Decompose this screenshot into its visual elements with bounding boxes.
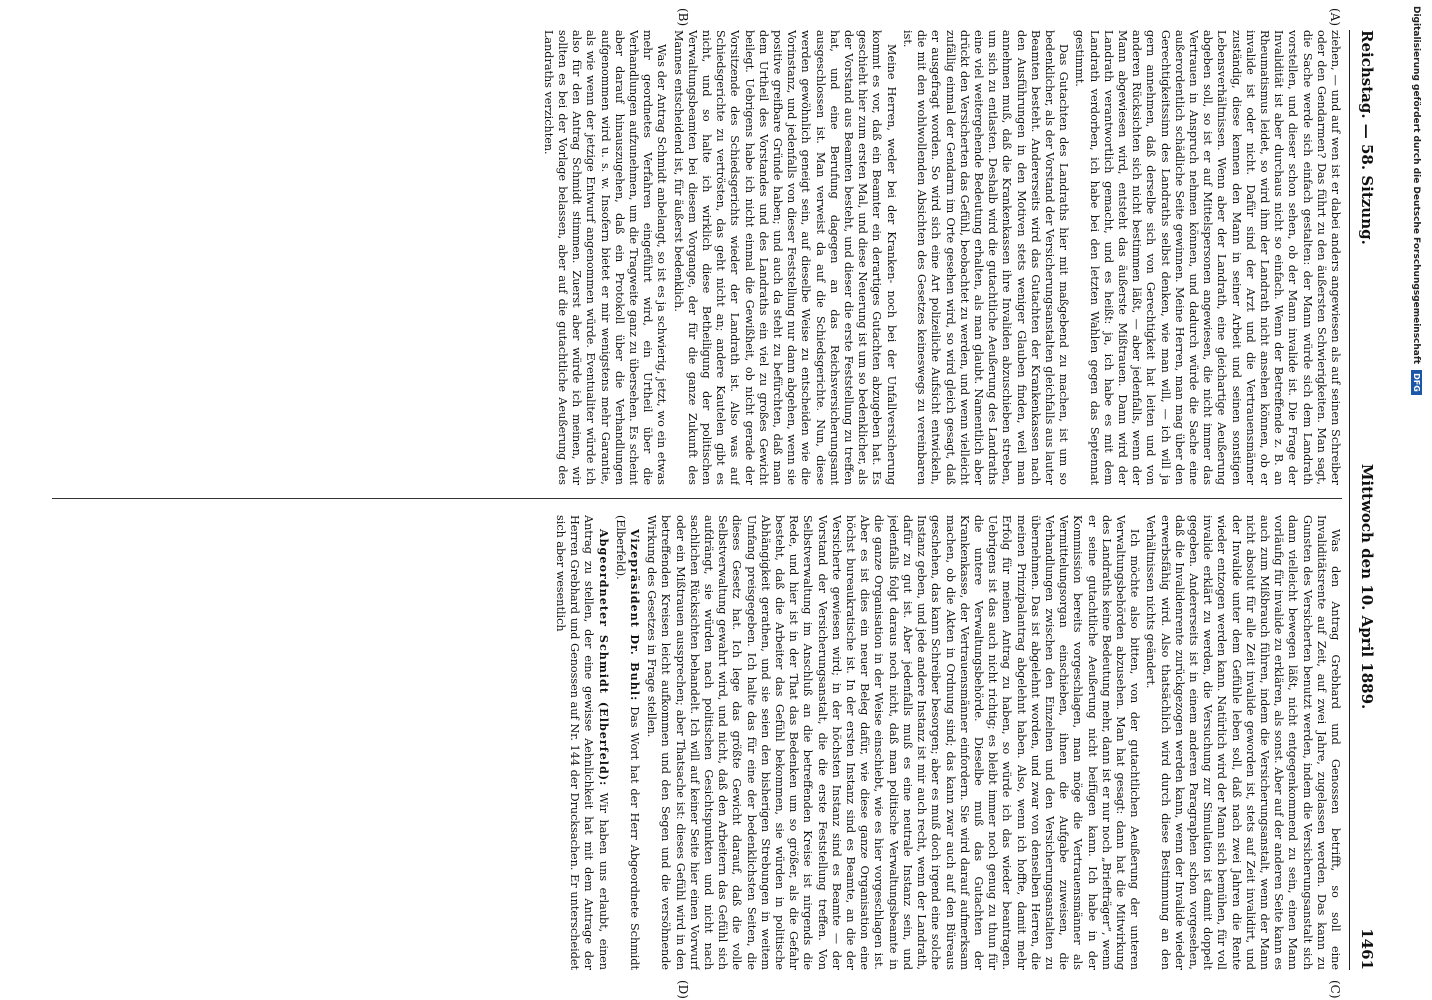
header-session: Reichstag. — 58. Sitzung. xyxy=(1358,30,1376,245)
rotated-page-content xyxy=(40,0,1390,1000)
paragraph: Was den Antrag Grebhard und Genossen betrifft, so soll eine Invaliditätsrente auf Zeit, auf zwei Jahre, zugelassen werden. Das kann zu Gunsten des Versicherten benutzt werden, indem die Versicherungsanstalt sich dann vielleicht bewegen läßt, nicht entgegenkommend zu sein, einen Mann vorläufig für invalide zu erklären, als sonst. Aber auf der anderen Seite kann es auch zum Mißbrauch führen, indem die Versicherungsanstalt, wenn der Mann nicht absolut für alle Zeit invalide geworden ist, stets auf Zeit invalidirt, und der Invalide unter dem Gefühle leben soll, daß nach zwei Jahren die Rente wieder entzogen werden kann. Natürlich wird der Mann sich bemühen, für voll invalide erklärt zu werden, die Versuchung zur Simulation ist damit doppelt gegeben. Andererseits ist in einem anderen Paragraphen schon vorgesehen, daß die Invalidenrente zurückgezogen werden kann, wenn der Invalide wieder erwerbsfähig wird. Also thatsächlich wird durch diese Bestimmung an den Verhältnissen nichts geändert. xyxy=(1144,515,1342,970)
dfg-logo: DFG xyxy=(1411,370,1422,395)
margin-marker-c: (C) xyxy=(1328,980,1342,999)
margin-marker-d: (D) xyxy=(676,980,690,999)
paragraph: Was der Antrag Schmidt anbelangt, so ist es ja schwierig, jetzt, wo ein etwas mehr geordnetes Verfahren eingeführt wird, ein Urtheil über die Verhandlungen aufzunehmen, um die Tragweite ganz zu übersehen. Es scheint aber darauf hinauszugehen, daß ein Protokoll über die Verhandlungen aufgenommen wird u. s. w. Insofern bietet er mir wenigstens mehr Garantie, als wie wenn der jetzige Entwurf angenommen würde. Eventualiter würde ich also für den Antrag Schmidt stimmen. Zuerst aber würde ich meinen, wir sollten es bei der Vorlage belassen, aber auf die gutachtliche Aeußerung des Landraths verzichten. xyxy=(541,30,669,485)
page-number: 1461 xyxy=(1358,928,1376,970)
running-header xyxy=(1352,30,1382,970)
left-column xyxy=(52,30,1342,485)
header-rule xyxy=(1349,30,1350,970)
speech-text: Das Wort hat der Herr Abgeordnete Schmidt (Elberfeld). xyxy=(613,515,642,970)
paragraph: Das Gutachten des Landraths hier mit maßgebend zu machen, ist um so bedenklicher, als der Vorstand der Versicherungsanstalten gleichfalls aus lauter Beamten besteht. Andererseits wird das Gutachten der Krankenkassen nach den Ausführungen in den Motiven stets weniger Glauben finden, weil man annehmen muß, daß die Krankenkassen ihre Invaliden abzuschieben streben, um sich zu entlasten. Deshalb wird die gutachtliche Aeußerung des Landraths eine viel weitergehende Bedeutung erhalten, als man glaubt. Namentlich aber drückt den Versicherten das Gefühl, beobachtet zu werden, und wenn vielleicht zufällig einmal der Gendarm im Orte gesehen wird, so wird gleich gesagt, daß er ausgefragt worden. So wird sich eine Art polizeiliche Aufsicht entwickeln, die mit den wohlwollenden Absichten des Gesetzes keineswegs zu vereinbaren ist. xyxy=(900,30,1071,485)
column-divider xyxy=(52,498,1342,499)
paragraph: ziehen, — und auf wen ist er dabei anders angewiesen als auf seinen Schreiber oder den Gendarmen? Das führt zu den äußersten Schwierigkeiten. Man sagt, die Sache werde sich einfach gestalten: der Mann würde sich dem Landrath vorstellen, und dieser schon sehen, ob der Mann invalide ist. Die Frage der Invalidität ist aber durchaus nicht so einfach. Wenn der Betreffende z. B. an Rheumatismus leidet, so wird ihm der Landrath nicht ansehen können, ob er invalide ist oder nicht. Dafür sind der Arzt und die Vertrauensmänner zuständig, diese kennen den Mann in seiner Arbeit und seinen sonstigen Lebensverhältnissen. Wenn aber der Landrath, eine gleichartige Aeußerung abgeben soll, so ist er auf Mittelspersonen angewiesen, die nicht immer das Vertrauen in Anspruch nehmen können, und dadurch würde die Sache eine außerordentlich schädliche Seite gewinnen. Meine Herren, man mag über den Gerechtigkeitssinn des Landraths selbst denken, wie man will, — ich will ja gern annehmen, daß derselbe sich von Gerechtigkeit hat leiten und von anderen Rücksichten sich nicht bestimmen läßt, — aber jedenfalls, wenn der Mann abgewiesen wird, entsteht das äußerste Mißtrauen. Dann wird der Landrath verantwortlich gemacht, und es heißt: ja, ich habe es mit dem Landrath verdorben, ich habe bei den letzten Wahlen gegen das Septennat gestimmt. xyxy=(1073,30,1342,485)
speech-schmidt xyxy=(553,515,611,970)
margin-marker-a: (A) xyxy=(1328,8,1342,27)
margin-marker-b: (B) xyxy=(676,8,690,27)
header-date: Mittwoch den 10. April 1889. xyxy=(1358,463,1376,710)
credit-text: Digitalisierung gefördert durch die Deutsche Forschungsgemeinschaft xyxy=(1411,6,1422,365)
digitization-credit xyxy=(1411,6,1422,395)
speech-text: Wir haben uns erlaubt, einen Antrag zu stellen, der eine gewisse Aehnlichkeit hat mit dem Antrage der Herren Grebhard und Genossen auf Nr. 144 der Drucksachen. Er unterscheidet sich aber wesentlich xyxy=(554,515,610,970)
speaker-name: Abgeordneter Schmidt (Elberfeld): xyxy=(596,529,611,787)
speaker-name: Vizepräsident Dr. Buhl: xyxy=(628,529,643,702)
speech-vice-president xyxy=(613,515,642,970)
paragraph: Ich möchte also bitten, von der gutachtlichen Aeußerung der unteren Verwaltungsbehörden abzusehen. Man hat gesagt: dann hat die Mitwirkung des Landraths keine Bedeutung mehr, dann ist er nur noch „Briefträger“, wenn er seine gutachtliche Aeußerung nicht beifügen kann. Ich habe in der Kommission bereits vorgeschlagen, man möge die Vertrauensmänner als Vermittelungsorgan einschieben, ihnen die Aufgabe zuweisen, die Verhandlungen zwischen den Einzelnen und den Versicherungsanstalten zu übernehmen. Das ist abgelehnt worden, und zwar von denselben Herren, die meinen Prinzipalantrag abgelehnt haben. Also, wenn ich hoffte, damit mehr Erfolg für meinen Antrag zu haben, so würde ich das wieder beantragen. Uebrigens ist das auch nicht richtig; es bleibt immer noch genug zu thun für die untere Verwaltungsbehörde. Dieselbe muß das Gutachten der Krankenkasse, der Vertrauensmänner einfordern. Sie wird darauf aufmerksam machen, ob die Akten in Ordnung sind; das kann zwar auch auf den Büreaus geschehen, das kann Schreiber besorgen; aber es muß doch irgend eine solche Instanz geben, und jede andere Instanz ist mir auch recht, wenn der Landrath, dafür zu gut ist. Aber jedenfalls muß es eine neutrale Instanz sein, und jedenfalls folgt daraus noch nicht, daß man politische Verwaltungsbeamte in die ganze Organisation in der Weise einschiebt, wie es hier vorgeschlagen ist. Aber es ist dies ein neuer Beleg dafür, wie diese ganze Organisation eine höchst bureaukratische ist. In der ersten Instanz sind es Beamte, an die der Versicherte gewiesen wird; in der höchsten Instanz sind es Beamte — der Vorstand der Versicherungsanstalt, die die erste Feststellung treffen. Von Selbstverwaltung im Anschluß an die betreffenden Kreise ist nirgends die Rede, und hier ist in der That das Bedenken um so größer, als die Gefahr besteht, daß die Arbeiter das Gefühl bekommen, sie würden in politische Abhängigkeit gerathen, und sie seien den bisherigen Strebungen in weitem Umfang preisgegeben. Ich halte das für eine der bedenklichsten Seiten, die dieses Gesetz hat. Ich lege das größte Gewicht darauf, daß die volle Selbstverwaltung gewahrt wird, und nicht, daß den Arbeitern das Gefühl sich aufdrängt, sie würden nach politischen Gesichtspunkten und nicht nach sachlichen Rücksichten behandelt. Ich will auf keiner Seite hier einen Vorwurf oder ein Mißtrauen aussprechen; aber Thatsache ist: dieses Gefühl wird in den betreffenden Kreisen leicht aufkommen und den Segen und die versöhnende Wirkung des Gesetzes in Frage stellen. xyxy=(645,515,1142,970)
right-column xyxy=(52,515,1342,970)
paragraph: Meine Herren, weder bei der Kranken- noch bei der Unfallversicherung kommt es vor, daß ein Beamter ein derartiges Gutachten abzugeben hat. Es geschieht hier zum ersten Mal, und diese Neuerung ist um so bedenklicher, als der Vorstand aus Beamten besteht, und dieser die erste Feststellung zu treffen hat, und eine Berufung dagegen an das Reichsversicherungsamt ausgeschlossen ist. Man verweist da auf die Schiedsgerichte. Nun, diese werden gewöhnlich geneigt sein, auf dieselbe Weise zu entscheiden wie die Vorinstanz, und jedenfalls von dieser Feststellung nur dann abgehen, wenn sie positive greifbare Gründe haben; und auch da steht zu befürchten, daß man dem Urtheil des Vorstandes und des Landraths ein viel zu großes Gewicht beilegt. Uebrigens habe ich nicht einmal die Gewißheit, ob nicht gerade der Vorsitzende des Schiedsgerichts wieder der Landrath ist. Also was auf Schiedsgerichte zu vertrösten, das geht nicht an; andere Kautelen gibt es nicht, und so halte ich wirklich diese Betheiligung der politischen Verwaltungsbeamten bei diesem Vorgange, der für die ganze Zukunft des Mannes entscheidend ist, für äußerst bedenklich. xyxy=(671,30,898,485)
